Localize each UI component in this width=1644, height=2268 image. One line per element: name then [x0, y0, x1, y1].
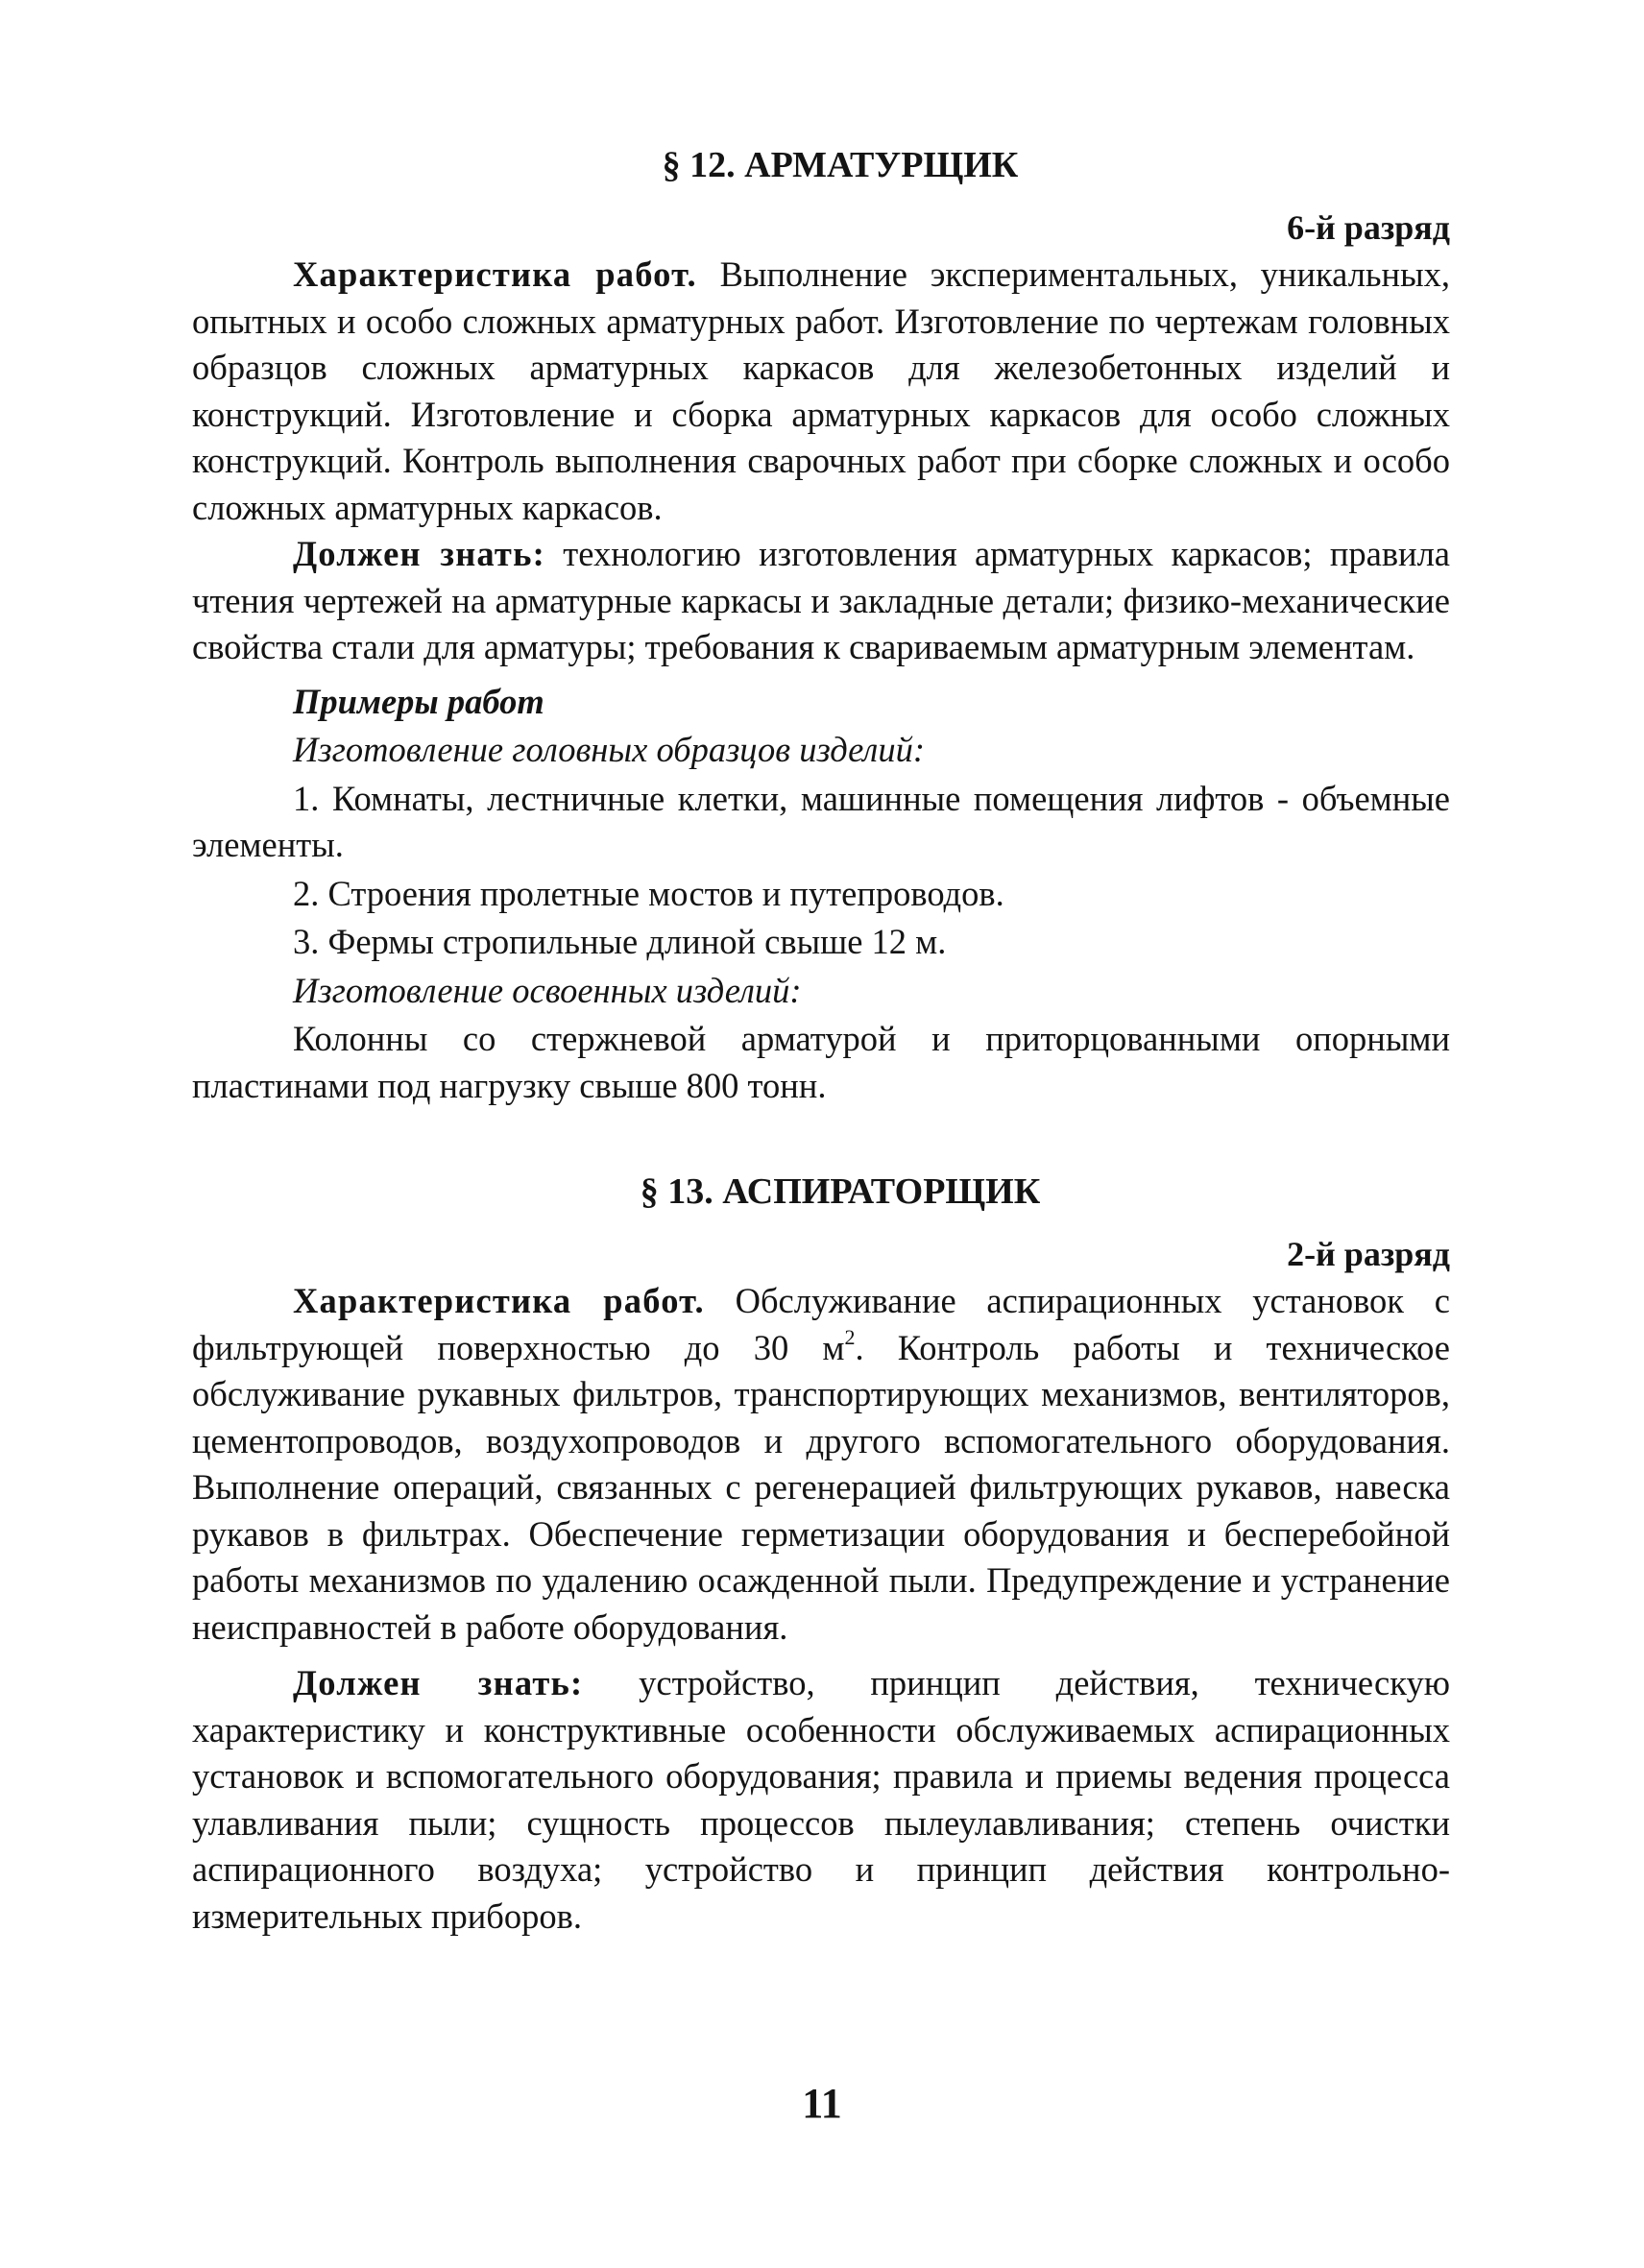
section-12-knowledge: [192, 531, 1450, 671]
section-13-superscript: 2: [844, 1325, 856, 1350]
section-13-characteristic: [192, 1278, 1450, 1651]
section-12-knowledge-text: технологию изготовления арматурных каркасов; правила чтения чертежей на арматурные каркасы и закладные детали; физико-механические свойства стали для арматуры; требования к свариваемым арматурным элементам.: [192, 534, 1450, 666]
section-12-grade: 6-й разряд: [1287, 208, 1450, 247]
section-12-title: § 12. АРМАТУРЩИК: [662, 145, 1019, 185]
section-13-knowledge-text: устройство, принцип действия, техническую характеристику и конструктивные особенности обслуживаемых аспирационных установок и вспомогательного оборудования; правила и приемы ведения процесса улавливания пыли; сущность процессов пылеулавливания; степень очистки аспирационного воздуха; устройство и принцип действия контрольно-измерительных приборов.: [192, 1663, 1450, 1936]
section-12-mastered-text: Колонны со стержневой арматурой и приторцованными опорными пластинами под нагрузку свыше 800 тонн.: [192, 1019, 1450, 1105]
section-13-knowledge-label: Должен знать:: [293, 1663, 584, 1702]
page-number: 11: [802, 2080, 842, 2127]
section-12-examples-title: Примеры работ: [293, 681, 544, 721]
section-13-grade: 2-й разряд: [1287, 1235, 1450, 1273]
section-12-knowledge-label: Должен знать:: [293, 534, 545, 573]
document-page: [192, 142, 1450, 1940]
section-12-example-item: 1. Комнаты, лестничные клетки, машинные помещения лифтов - объемные элементы.: [192, 778, 1450, 864]
section-13-characteristic-text-2: . Контроль работы и техническое обслуживание рукавных фильтров, транспортирующих механизмов, вентиляторов, цементопроводов, воздухопроводов и другого вспомогательного оборудования. Выполнение операций, связанных с регенерацией фильтрующих рукавов, навеска рукавов в фильтрах. Обеспечение герметизации оборудования и бесперебойной работы механизмов по удалению осажденной пыли. Предупреждение и устранение неисправностей в работе оборудования.: [192, 1327, 1450, 1647]
section-12-example-item: 3. Фермы стропильные длиной свыше 12 м.: [293, 922, 947, 961]
section-12-characteristic: [192, 252, 1450, 531]
section-13-characteristic-label: Характеристика работ.: [293, 1281, 705, 1320]
section-13-knowledge: [192, 1660, 1450, 1940]
section-12-characteristic-label: Характеристика работ.: [293, 254, 697, 294]
section-13-characteristic-text-1: Обслуживание аспирационных установок с фильтрующей поверхностью до 30 м: [192, 1281, 1450, 1367]
section-13-title: § 13. АСПИРАТОРЩИК: [640, 1171, 1041, 1212]
section-12-example-item: 2. Строения пролетные мостов и путепроводов.: [293, 873, 1004, 913]
section-12-mastered-label: Изготовление освоенных изделий:: [293, 970, 802, 1010]
section-12-head-samples-label: Изготовление головных образцов изделий:: [293, 730, 925, 769]
section-12-characteristic-text: Выполнение экспериментальных, уникальных, опытных и особо сложных арматурных работ. Изготовление по чертежам головных образцов сложных арматурных каркасов для железобетонных изделий и конструкций. Изготовление и сборка арматурных каркасов для особо сложных конструкций. Контроль выполнения сварочных работ при сборке сложных и особо сложных арматурных каркасов.: [192, 254, 1450, 527]
